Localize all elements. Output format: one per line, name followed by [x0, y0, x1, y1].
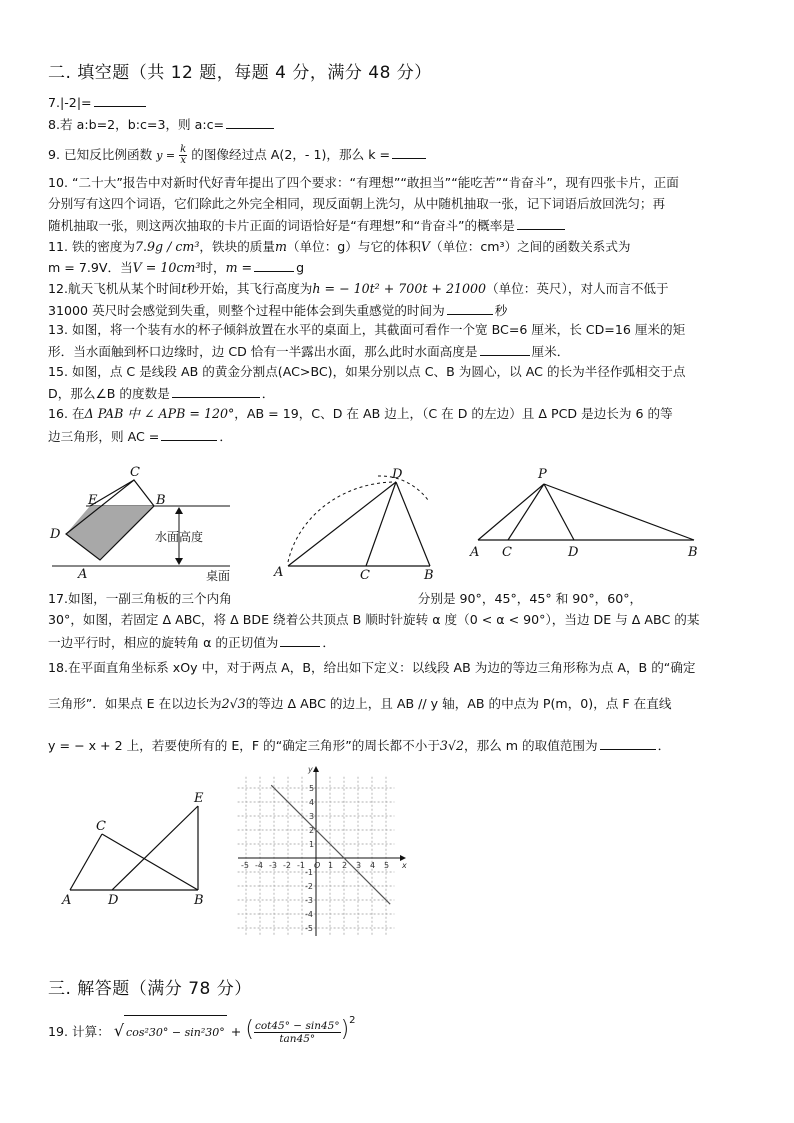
- label-e: E: [88, 493, 98, 508]
- y-tick-label: -3: [305, 896, 313, 905]
- q13-line-1: 13. 如图，将一个装有水的杯子倾斜放置在水平的桌面上，其截面可看作一个宽 BC=6 厘米，长 CD=16 厘米的矩: [48, 322, 686, 337]
- x-tick-label: 2: [342, 861, 348, 870]
- q19-plus: +: [230, 1024, 242, 1040]
- q15-line-1: 15. 如图，点 C 是线段 AB 的黄金分割点(AC>BC)，如果分别以点 C、B 为圆心，以 AC 的长为半径作弧相交于点: [48, 364, 686, 379]
- q7-text: 7.|-2|=: [48, 95, 92, 110]
- y-axis-label: y: [308, 765, 313, 774]
- label-d: D: [392, 467, 403, 482]
- q10-line-3: [48, 217, 567, 234]
- q10-line-1: 10. “二十大”报告中对新时代好青年提出了四个要求：“有理想”“敢担当”“能吃苦”“肯奋斗”，现有四张卡片，正面: [48, 175, 679, 190]
- x-tick-label: -4: [255, 861, 263, 870]
- y-tick-label: -4: [305, 910, 313, 919]
- label-d: D: [108, 893, 119, 908]
- q7-answer-blank[interactable]: [94, 94, 146, 107]
- q9-pre: 9. 已知反比例函数: [48, 147, 153, 162]
- label-a: A: [62, 893, 72, 908]
- question-19: [48, 1012, 356, 1046]
- q15-text-b: ．: [261, 386, 275, 401]
- q11-text-f: 时，: [200, 260, 226, 275]
- q11-text-a: 11. 铁的密度为: [48, 239, 136, 254]
- label-b: B: [194, 893, 204, 908]
- x-tick-label: 3: [356, 861, 362, 870]
- section-3-title: 三. 解答题（满分 78 分）: [48, 979, 252, 999]
- figure-q13-tilted-cup: [44, 462, 244, 584]
- q16-text-d: ．: [219, 429, 232, 444]
- q19-fraction: [254, 1020, 341, 1045]
- q17-text-d: ．: [322, 635, 335, 650]
- label-a: A: [470, 545, 480, 560]
- q12-text-c: （单位：英尺），对人而言不低于: [486, 281, 669, 296]
- x-tick-labels: [241, 861, 389, 870]
- arrow-head-down: [175, 558, 183, 565]
- label-c: C: [502, 545, 512, 560]
- q12-line-2: [48, 302, 507, 319]
- figure-q17-set-squares: [58, 788, 218, 912]
- water-region: [66, 506, 154, 560]
- x-tick-label: 1: [328, 861, 334, 870]
- x-tick-label: -1: [297, 861, 305, 870]
- q12-formula: h = − 10t² + 700t + 21000: [312, 281, 487, 296]
- q17-line-3: [48, 634, 335, 651]
- label-b: B: [156, 493, 166, 508]
- label-d: D: [50, 527, 61, 542]
- q16-text-c: 边三角形，则 AC =: [48, 429, 160, 444]
- q19-label: 19. 计算：: [48, 1024, 110, 1040]
- q16-triangle: Δ PAB 中 ∠ APB = 120°: [84, 406, 235, 421]
- question-8: [48, 116, 276, 133]
- y-tick-label: 1: [309, 840, 315, 849]
- q9-post: 的图像经过点 A(2，- 1)，那么 k =: [191, 147, 391, 162]
- figure-q15-golden-section: [268, 462, 438, 584]
- x-tick-label: -3: [269, 861, 277, 870]
- q11-answer-blank[interactable]: [254, 259, 294, 272]
- line-y-eq-neg-x-plus-2: [271, 785, 390, 904]
- q19-frac-num: cot45° − sin45°: [254, 1020, 340, 1033]
- q9-frac-den: x: [180, 155, 186, 166]
- q16-answer-blank[interactable]: [161, 428, 217, 441]
- q18-line-2: [48, 696, 671, 712]
- label-b: B: [688, 545, 698, 560]
- q11-text-c: （单位：g）与它的体积: [286, 239, 421, 254]
- label-c: C: [360, 568, 370, 583]
- q18-min-perimeter: 3√2: [439, 738, 464, 753]
- label-c: C: [130, 465, 140, 480]
- arc-from-b: [378, 476, 428, 500]
- q18-text-e: ．: [657, 738, 671, 753]
- q18-text-d: ，那么 m 的取值范围为: [463, 738, 598, 753]
- label-a: A: [78, 567, 88, 582]
- figure-q18-coordinate-grid: [232, 764, 410, 940]
- segment-pd: [544, 484, 574, 540]
- q10-line-2: 分别写有这四个词语，它们除此之外完全相同，现反面朝上洗匀，从中随机抽取一张，记下词语后放回洗匀；再: [48, 196, 666, 211]
- label-c: C: [96, 819, 106, 834]
- section-2-title: 二. 填空题（共 12 题，每题 4 分，满分 48 分）: [48, 63, 432, 83]
- q19-radicand: cos²30° − sin²30°: [124, 1015, 227, 1050]
- q13-text-b: 厘米．: [531, 344, 570, 359]
- q15-answer-blank[interactable]: [172, 385, 260, 398]
- q19-exponent: 2: [349, 1015, 356, 1026]
- q12-text-a: 12.航天飞机从某个时间: [48, 281, 182, 296]
- q9-func-lhs: y =: [156, 149, 176, 162]
- q17-answer-blank[interactable]: [280, 634, 320, 647]
- q11-text-b: ，铁块的质量: [199, 239, 275, 254]
- q11-var-m: m: [274, 239, 287, 254]
- x-tick-label: -5: [241, 861, 249, 870]
- y-tick-label: 3: [309, 812, 315, 821]
- x-axis-label: x: [402, 861, 407, 870]
- q16-line-2: [48, 428, 232, 445]
- q15-text-a: D，那么∠B 的度数是: [48, 386, 170, 401]
- label-a: A: [274, 565, 284, 580]
- q12-text-e: 秒: [494, 303, 508, 318]
- q11-ask: m =: [225, 260, 253, 275]
- q11-density: 7.9g / cm³: [135, 239, 200, 254]
- q11-line-1: [48, 239, 631, 255]
- segment-cd: [366, 482, 396, 566]
- y-axis-arrow: [313, 766, 319, 772]
- question-9: [48, 145, 428, 166]
- q10-line-3-text: 随机抽取一张，则这两次抽取的卡片正面的词语恰好是“有理想”和“肯奋斗”的概率是: [48, 218, 515, 233]
- q12-text-b: 秒开始，其飞行高度为: [186, 281, 313, 296]
- q18-text-b: 的等边 Δ ABC 的边上，且 AB // y 轴，AB 的中点为 P(m，0)，点 F 在直线: [245, 696, 672, 711]
- q18-answer-blank[interactable]: [600, 737, 656, 750]
- figure-q16-triangle-pab: [466, 462, 712, 562]
- q11-var-v: V: [420, 239, 430, 254]
- segment-pb: [544, 484, 694, 540]
- q13-answer-blank[interactable]: [480, 343, 530, 356]
- question-7: [48, 94, 148, 111]
- q9-answer-blank[interactable]: [392, 146, 426, 159]
- table-label: 桌面: [206, 569, 231, 583]
- y-tick-label: -2: [305, 882, 313, 891]
- segment-pa: [478, 484, 544, 540]
- q15-line-2: [48, 385, 274, 402]
- q19-frac-den: tan45°: [279, 1033, 316, 1046]
- q9-frac-num: k: [180, 144, 187, 155]
- q18-line-1: 18.在平面直角坐标系 xOy 中，对于两点 A，B，给出如下定义：以线段 AB 为边的等边三角形称为点 A，B 的“确定: [48, 660, 696, 675]
- q17-text-a: 17.如图，一副三角板的三个内角: [48, 591, 232, 606]
- y-tick-label: 2: [309, 826, 315, 835]
- q18-text-a: 三角形”．如果点 E 在以边长为: [48, 696, 222, 711]
- label-d: D: [568, 545, 579, 560]
- arrow-head-up: [175, 507, 183, 514]
- right-paren: ): [340, 1017, 350, 1043]
- q12-text-d: 31000 英尺时会感觉到失重，则整个过程中能体会到失重感觉的时间为: [48, 303, 445, 318]
- q12-line-1: [48, 281, 669, 297]
- q12-answer-blank[interactable]: [447, 302, 493, 315]
- left-paren: (: [245, 1017, 254, 1043]
- q13-line-2: [48, 343, 569, 360]
- x-tick-label: 4: [370, 861, 376, 870]
- segment-bd: [396, 482, 430, 566]
- sqrt-sign: √: [113, 1021, 125, 1041]
- q11-condition: V = 10cm³: [132, 260, 201, 275]
- y-tick-label: -1: [305, 868, 313, 877]
- q16-line-1: [48, 406, 673, 422]
- y-tick-label: 4: [309, 798, 315, 807]
- q8-answer-blank[interactable]: [226, 116, 274, 129]
- q9-fraction: [179, 145, 187, 166]
- x-tick-label: O: [314, 861, 321, 870]
- q17-line-2: 30°，如图，若固定 Δ ABC，将 Δ BDE 绕着公共顶点 B 顺时针旋转 α 度（0 < α < 90°），当边 DE 与 Δ ABC 的某: [48, 612, 700, 627]
- q12-var-t: t: [181, 281, 187, 296]
- segment-cb: [102, 834, 198, 890]
- water-height-label: 水面高度: [155, 530, 204, 544]
- q11-line-2: [48, 259, 304, 276]
- label-e: E: [194, 791, 204, 806]
- segment-ac: [70, 834, 102, 890]
- q18-side-length: 2√3: [221, 696, 246, 711]
- segment-pc: [508, 484, 544, 540]
- q18-line-3: [48, 737, 670, 754]
- q8-text: 8.若 a:b=2，b:c=3，则 a:c=: [48, 117, 225, 132]
- label-b: B: [424, 568, 434, 583]
- x-tick-label: -2: [283, 861, 291, 870]
- q10-answer-blank[interactable]: [517, 217, 565, 230]
- q17-line-1: [48, 591, 642, 607]
- q16-text-a: 16. 在: [48, 406, 85, 421]
- x-tick-label: 5: [384, 861, 390, 870]
- q16-text-b: ，AB = 19，C、D 在 AB 边上，（C 在 D 的左边）且 Δ PCD 是边长为 6 的等: [234, 406, 673, 421]
- segment-ad: [288, 482, 396, 566]
- q11-text-e: m = 7.9V．当: [48, 260, 133, 275]
- q13-text-a: 形．当水面触到杯口边缘时，边 CD 恰有一半露出水面，那么此时水面高度是: [48, 344, 478, 359]
- y-tick-label: -5: [305, 924, 313, 933]
- y-tick-label: 5: [309, 784, 315, 793]
- q11-text-d: （单位：cm³）之间的函数关系式为: [429, 239, 631, 254]
- label-p: P: [538, 467, 547, 482]
- q17-text-c: 一边平行时，相应的旋转角 α 的正切值为: [48, 635, 279, 650]
- q11-unit: g: [296, 260, 305, 275]
- q18-text-c: y = − x + 2 上，若要使所有的 E，F 的“确定三角形”的周长都不小于: [48, 738, 440, 753]
- q17-text-b: 分别是 90°，45°，45° 和 90°，60°，: [417, 591, 643, 606]
